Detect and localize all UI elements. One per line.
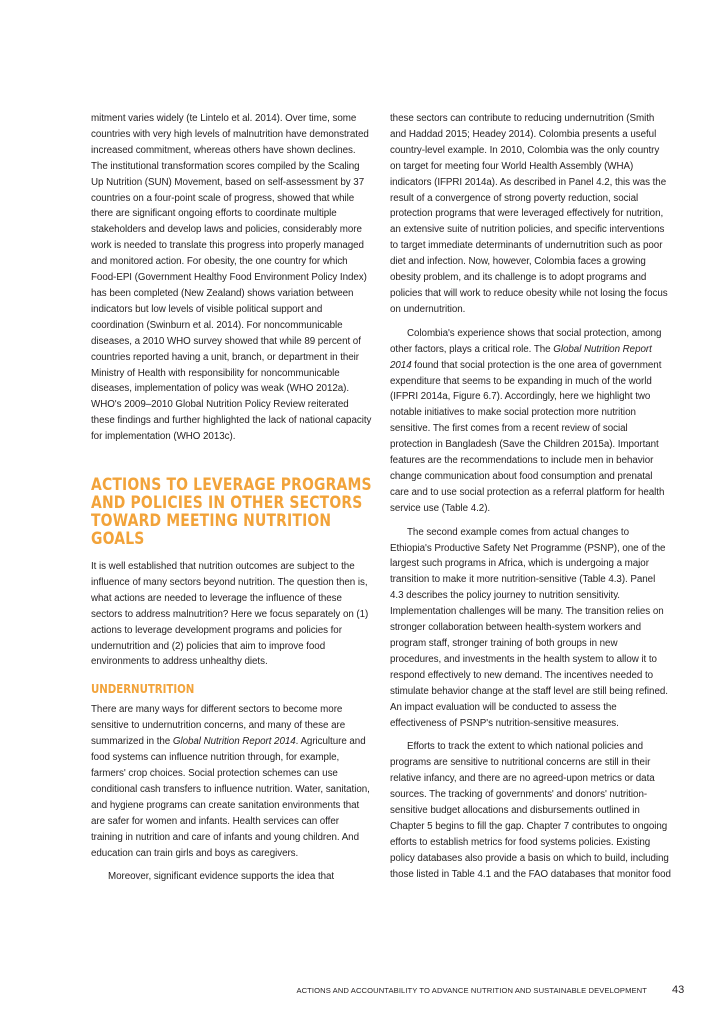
running-footer-title: ACTIONS AND ACCOUNTABILITY TO ADVANCE NUTRITION AND SUSTAINABLE DEVELOPMENT [296,986,647,995]
subsection-heading: UNDERNUTRITION [91,682,195,697]
publication-title: Global Nutrition Report 2014 [390,343,652,371]
body-paragraph: The second example comes from actual changes to Ethiopia's Productive Safety Net Programme (PSNP), one of the largest such programs in Africa, which is undergoing a major transition to make it more nutrition-sensitive (Table 4.3). Panel 4.3 describes the policy journey to nutrition sensitivity. Implementation challenges will be many. The transition relies on stronger collaboration between health-system workers and program staff, stronger training of both groups in new procedures, and investments in the health system to allow it to respond effectively to new demand. The incentives needed to stimulate behavior change at the staff level are still being refined. An impact evaluation will be conducted to assess the effectiveness of PSNP's nutrition-sensitive measures. [390,526,668,729]
body-paragraph [91,702,372,861]
page-number: 43 [672,984,685,996]
text-run: . Agriculture and food systems can influence nutrition through, for example, farmers' crop choices. Social protection schemes can use conditional cash transfers to influence nutrition. Water, sanitation, and hygiene programs can create sanitation environments that are safer for women and infants. Health services can offer training in nutrition and care of infants and young children. And education can train girls and boys as caregivers. [91,736,370,859]
text-run: Colombia's experience shows that social protection, among other factors, plays a critical role. The [390,327,662,355]
body-paragraph: Efforts to track the extent to which national policies and programs are sensitive to nutritional concerns are still in their relative infancy, and there are no agreed-upon metrics or data sources. The tracking of governments' and donors' nutrition-sensitive budget allocations and disbursements outlined in Chapter 5 begins to fill the gap. Chapter 7 contributes to ongoing efforts to establish metrics for food systems policies. Existing policy databases also provide a basis on which to build, including those listed in Table 4.1 and the FAO databases that monitor food [390,741,671,880]
body-paragraph [390,326,671,517]
text-run: There are many ways for different sectors to become more sensitive to undernutrition concerns, and many of these are summarized in the [91,704,346,748]
section-heading: ACTIONS TO LEVERAGE PROGRAMS AND POLICIES IN OTHER SECTORS TOWARD MEETING NUTRITION GOALS [91,475,372,549]
right-column [390,111,671,883]
body-paragraph: these sectors can contribute to reducing undernutrition (Smith and Haddad 2015; Headey 2014). Colombia presents a useful country-level example. In 2010, Colombia was the only country on target for meeting four World Health Assembly (WHA) indicators (IFPRI 2014a). As described in Panel 4.2, this was the result of a convergence of strong poverty reduction, social protection programs that were leveraged effectively for nutrition, an extensive suite of nutrition policies, and specific interventions to target immediate determinants of undernutrition such as poor diet and infection. Now, however, Colombia faces a growing obesity problem, and its challenge is to adopt programs and policies that will work to reduce obesity while not losing the focus on undernutrition. [390,113,668,315]
body-paragraph: Moreover, significant evidence supports the idea that [108,871,335,883]
publication-title: Global Nutrition Report 2014 [172,736,296,748]
page-footer [0,985,724,999]
text-run: found that social protection is the one area of government expenditure that seems to be expanding in much of the world (IFPRI 2014a, Figure 6.7). Accordingly, here we highlight two notable initiatives to make social protection more nutrition sensitive. The first comes from a recent review of social protection in Bangladesh (Save the Children 2015a). Important features are the recommendations to include men in behavior change communication about food consumption and prenatal care and to use social protection as a referral platform for health service use (Table 4.2). [390,359,665,514]
body-paragraph: It is well established that nutrition outcomes are subject to the influence of many sectors beyond nutrition. The question then is, what actions are needed to leverage the influence of these sectors to address malnutrition? Here we focus separately on (1) actions to leverage development programs and policies for undernutrition and (2) policies that aim to improve food environments to address unhealthy diets. [91,561,369,668]
left-column [91,111,372,885]
body-paragraph: mitment varies widely (te Lintelo et al. 2014). Over time, some countries with very high levels of malnutrition have demonstrated increased commitment, whereas others have shown declines. The institutional transformation scores compiled by the Scaling Up Nutrition (SUN) Movement, based on self-assessment by 37 countries on a four-point scale of progress, showed that while there are significant ongoing efforts to coordinate multiple stakeholders and develop laws and policies, considerably more work is needed to translate this progress into properly managed and monitored action. For obesity, the one country for which Food-EPI (Government Healthy Food Environment Policy Index) has been completed (New Zealand) shows variation between indicators but low levels of visible political support and coordination (Swinburn et al. 2014). For noncommunicable diseases, a 2010 WHO survey showed that while 89 percent of countries reported having a unit, branch, or department in their Ministry of Health with responsibility for noncommunicable diseases, implementation of policy was weak (WHO 2012a). WHO's 2009–2010 Global Nutrition Policy Review reiterated these findings and further highlighted the lack of national capacity for implementation (WHO 2013c). [91,113,372,443]
